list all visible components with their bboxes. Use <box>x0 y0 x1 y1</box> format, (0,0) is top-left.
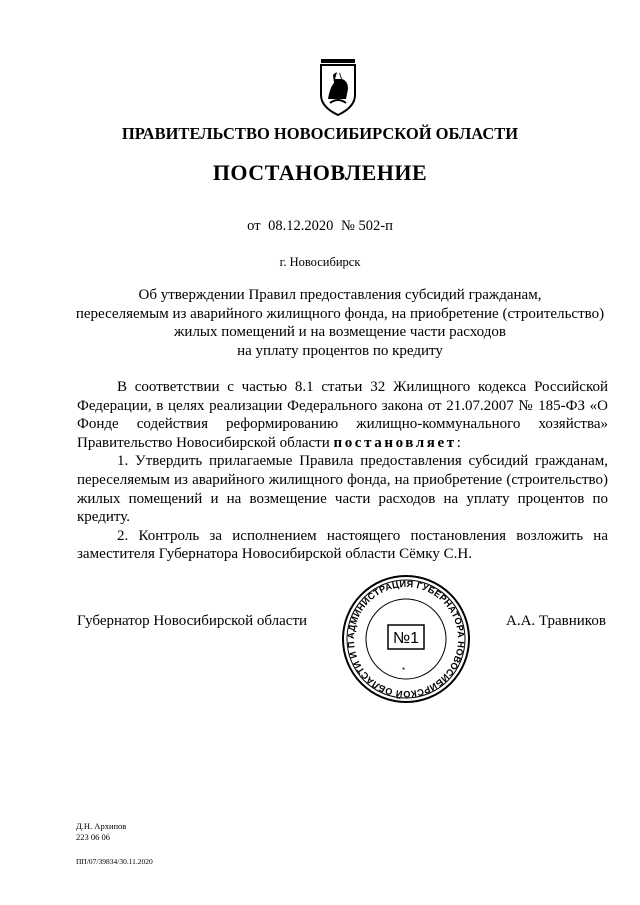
executor-name: Д.Н. Архипов <box>76 821 127 831</box>
signatory-title: Губернатор Новосибирской области <box>77 613 308 629</box>
title-line: переселяемым из аварийного жилищного фонда, на приобретение (строительство) <box>75 305 605 322</box>
signatory-name: А.А. Травников <box>506 613 606 629</box>
title-line: на уплату процентов по кредиту <box>237 342 443 359</box>
document-body <box>77 378 608 564</box>
preamble-text: В соответствии с частью 8.1 статьи 32 Жилищного кодекса Российской Федерации, в целях реализации Федерального закона от 21.07.2007 № 185-ФЗ «О Фонде содействия реформированию жилищно-коммунального хозяйства» Правительство Новосибирской области <box>77 379 608 451</box>
title-line: жилых помещений и на возмещение части расходов <box>174 324 506 340</box>
city: г. Новосибирск <box>279 255 361 269</box>
item-2: 2. Контроль за исполнением настоящего постановления возложить на заместителя Губернатора Новосибирской области Сёмку С.Н. <box>77 527 608 563</box>
date-number-line <box>0 218 640 235</box>
svg-text:АДМИНИСТРАЦИЯ ГУБЕРНАТОРА НОВО: АДМИНИСТРАЦИЯ ГУБЕРНАТОРА НОВОСИБИРСКОЙ ОБЛАСТИ И П <box>345 578 467 700</box>
organization-name: ПРАВИТЕЛЬСТВО НОВОСИБИРСКОЙ ОБЛАСТИ <box>121 124 519 143</box>
item-1: 1. Утвердить прилагаемые Правила предоставления субсидий гражданам, переселяемым из аварийного жилищного фонда, на приобретение (строительство) жилых помещений и на возмещение части расходов на уплату процентов по кредиту. <box>77 453 608 526</box>
document-type: ПОСТАНОВЛЕНИЕ <box>212 160 428 185</box>
preamble-paragraph <box>77 378 608 452</box>
svg-text:№1: №1 <box>392 630 420 647</box>
document-number: № 502-п <box>341 218 393 234</box>
executor-phone: 223 06 06 <box>76 832 110 842</box>
decree-word: постановляет <box>333 434 457 451</box>
title-line: Об утверждении Правил предоставления субсидий гражданам, <box>138 287 542 303</box>
official-seal-stamp <box>340 573 472 705</box>
svg-text:*: * <box>402 666 406 675</box>
decree-colon: : <box>456 434 461 451</box>
executor-info <box>76 821 126 843</box>
document-title <box>60 286 620 360</box>
coat-of-arms-emblem <box>318 57 358 119</box>
document-date: 08.12.2020 <box>268 218 334 234</box>
document-code: ПП/07/39834/30.11.2020 <box>76 857 153 866</box>
date-prefix: от <box>247 218 261 234</box>
